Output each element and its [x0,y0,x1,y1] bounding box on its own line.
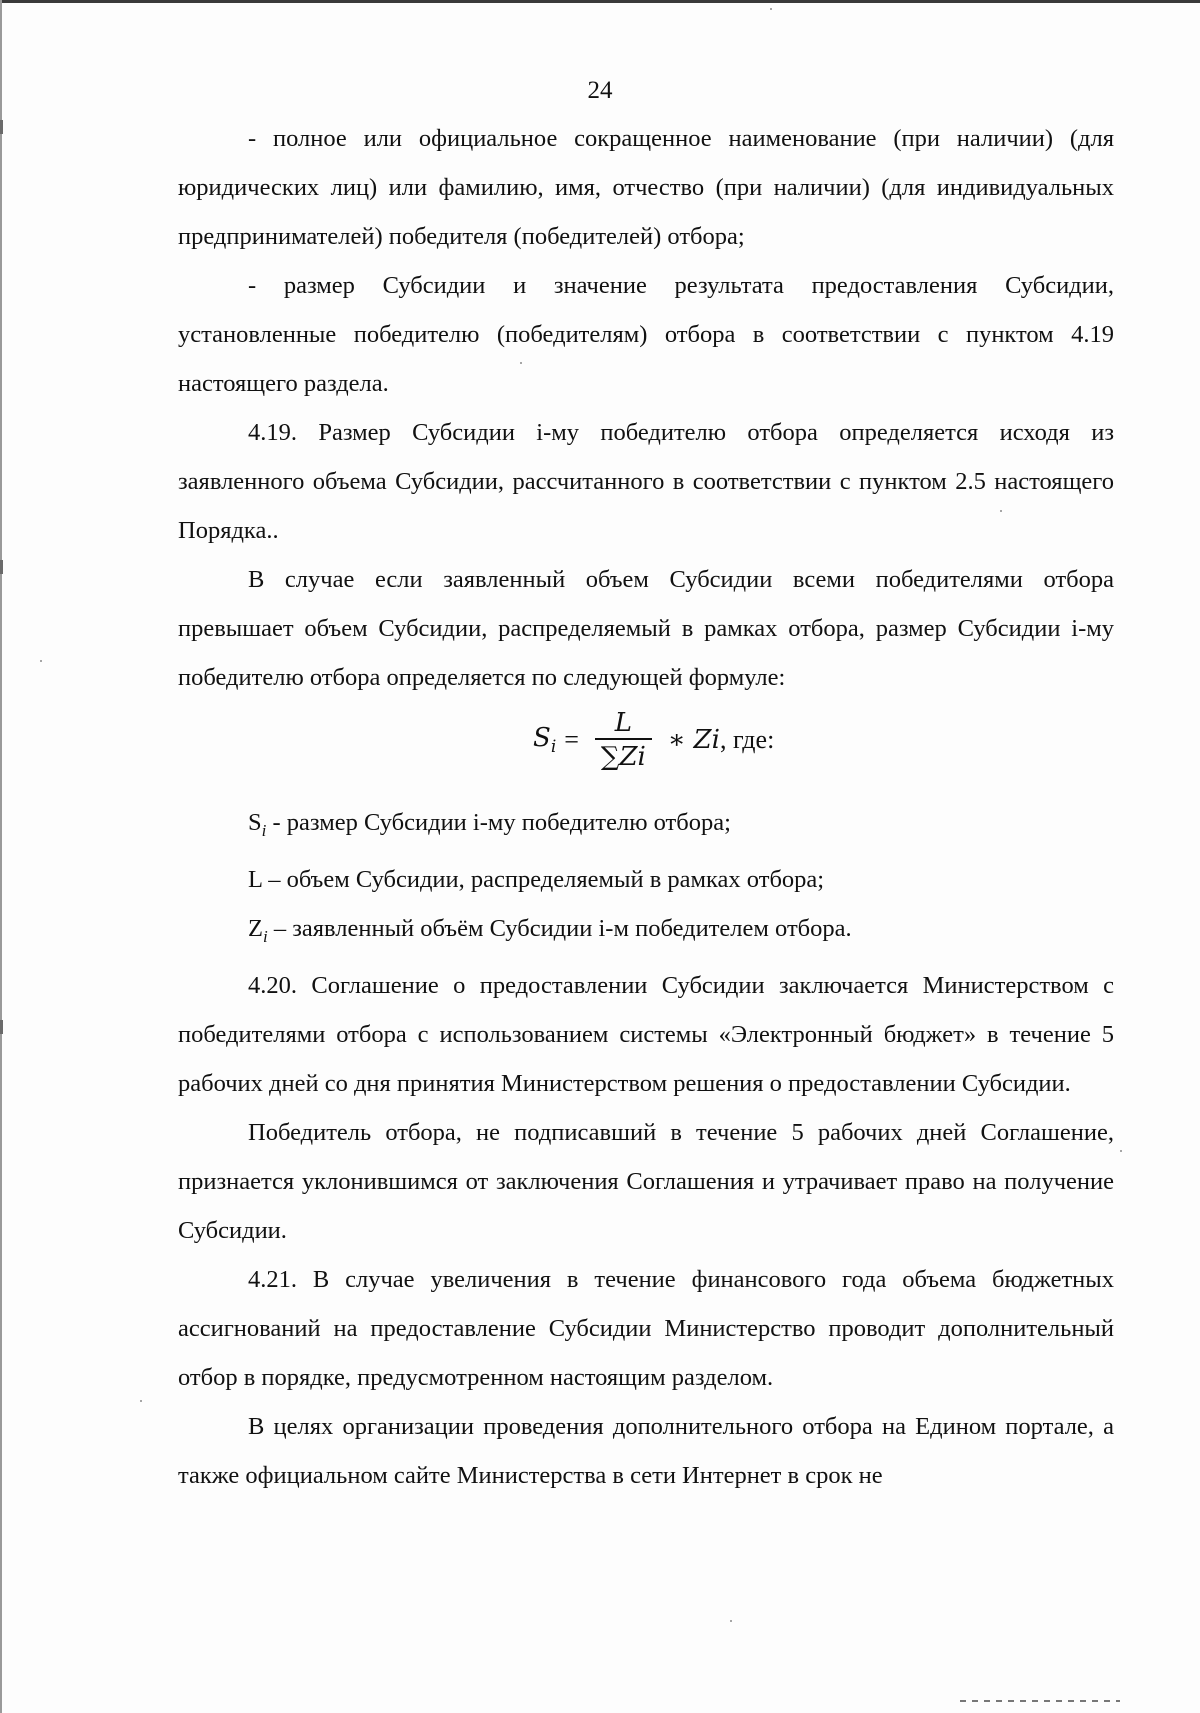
definition-z: $Z_i$ – заявленный объём Субсидии i-м победителем отбора. [248,915,852,946]
scan-speck [770,8,772,10]
scan-speck [140,1400,142,1402]
formula-suffix: , где: [719,724,775,754]
formula-numerator: L [614,708,633,738]
page-number: 24 [587,77,613,104]
scan-left-border [0,0,2,1713]
formula-times: ∗ [667,724,686,754]
document-body [178,114,1114,1500]
scan-speck [1000,510,1002,512]
paragraph-additional-selection: В целях организации проведения дополнительного отбора на Едином портале, а также официальном сайте Министерства в сети Интернет в срок не [178,1413,1114,1489]
paragraph-recipient-name: - полное или официальное сокращенное наименование (при наличии) (для юридических лиц) или фамилию, имя, отчество (при наличии) (для индивидуальных предпринимателей) победителя (победителей) отбора; [178,125,1114,250]
paragraph-4-20: 4.20. Соглашение о предоставлении Субсидии заключается Министерством с победителями отбора с использованием системы «Электронный бюджет» в течение 5 рабочих дней со дня принятия Министерством решения о предоставлении Субсидии. [178,972,1114,1097]
scan-top-border [0,0,1200,3]
formula-denominator: ∑Zi [600,741,646,772]
scan-mark [0,120,3,134]
subsidy-formula [178,702,1114,798]
scan-mark [0,1020,3,1034]
scan-bottom-mark [960,1700,1120,1702]
formula-factor: Zi [693,724,720,755]
formula-definitions [178,798,1114,961]
definition-s: $S_i$ - размер Субсидии i-му победителю отбора; [248,809,731,840]
scan-speck [520,362,522,364]
paragraph-winner-refusal: Победитель отбора, не подписавший в течение 5 рабочих дней Соглашение, признается уклонившимся от заключения Соглашения и утрачивает право на получение Субсидии. [178,1119,1114,1244]
paragraph-subsidy-size: - размер Субсидии и значение результата предоставления Субсидии, установленные победителю (победителям) отбора в соответствии с пунктом 4.19 настоящего раздела. [178,272,1114,397]
paragraph-4-19: 4.19. Размер Субсидии i-му победителю отбора определяется исходя из заявленного объема Субсидии, рассчитанного в соответствии с пунктом 2.5 настоящего Порядка.. [178,419,1114,544]
scan-speck [40,660,42,662]
definition-l: L – объем Субсидии, распределяемый в рамках отбора; [248,866,825,893]
formula-lhs: $S_i$ [533,722,557,757]
paragraph-formula-intro: В случае если заявленный объем Субсидии всеми победителями отбора превышает объем Субсидии, распределяемый в рамках отбора, размер Субсидии i-му победителю отбора определяется по следующей формуле: [178,566,1114,691]
formula-fraction [595,708,652,772]
scan-speck [730,1620,732,1622]
scan-speck [1120,1150,1122,1152]
formula-equals: = [564,724,579,754]
scan-mark [0,560,3,574]
paragraph-4-21: 4.21. В случае увеличения в течение финансового года объема бюджетных ассигнований на предоставление Субсидии Министерство проводит дополнительный отбор в порядке, предусмотренном настоящим разделом. [178,1266,1114,1391]
